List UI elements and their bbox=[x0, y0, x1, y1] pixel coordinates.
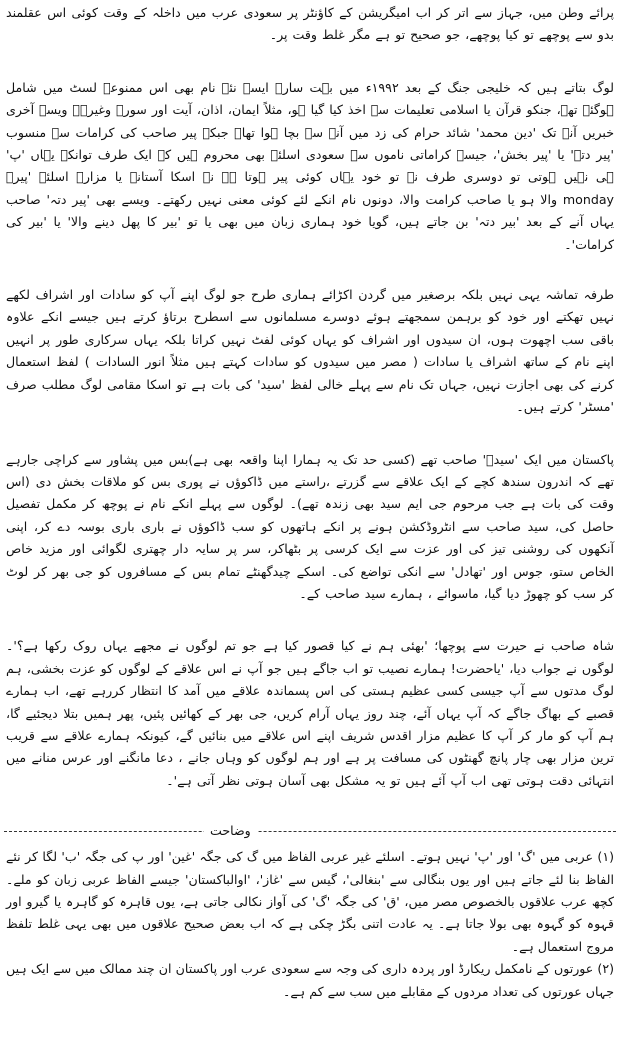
paragraph-banned-names: لوگ بتاتے ہیں کہ خلیجی جنگ کے بعد ۱۹۹۲ء میں بہت سارے ایسے نئے نام بھی اس ممنوعہ لسٹ میں شامل ہوگئے تھے، جنکو قرآن یا اسلامی تعلیمات سے اخذ کیا گیا ہو، مثلاً ایمان، اذان، آیت اور سورۃ وغیرہ۔ ویسے آخری خبریں آنے تک 'دین محمد' شائد حرام کی زد میں آنے سے بچا ہوا تھا۔ جبکہ پیر صاحب کی کرامات سے منسوب 'پیر دتہ' یا 'پیر بخش'، جیسے کراماتی ناموں سے سعودی اسلئے بھی محروم ہیں کہ ایک طرف توانکے یہاں 'پ' ہی نہیں ہوتی تو دوسری طرف نہ تو خود یہاں کوئی پیر ہوتا ہے نہ اسکا آستانہ یا مزار۔ اسلئے 'پیرؔ monday والا ہو یا صاحب کرامت والا، دونوں نام انکے لئے کوئی معنی نہیں رکھتے۔ ویسے بھی 'پیر دتہ' صاحب یہاں آنے کے بعد 'بیر دتہ' بن جاتے ہیں، گویا خود ہماری زبان میں بھی یا تو 'بیر کا پھل دینے والا' یا 'بیر کی کرامات'۔ bbox=[6, 79, 614, 252]
footnote-2: (۲) عورتوں کے نامکمل ریکارڈ اور پردہ داری کی وجہ سے سعودی عرب اور پاکستان ان چند ممالک میں سے ایک ہیں جہاں عورتوں کی تعداد مردوں کے مقابلے میں سب سے کم ہے۔ bbox=[6, 961, 614, 999]
paragraph-sadat-ashraf: طرفہ تماشہ یہی نہیں بلکہ برصغیر میں گردن اکڑائے ہماری طرح جو لوگ اپنے آپ کو سادات اور اشراف لکھے نہیں تھکتے اور خود کو برہمن سمجھتے ہوئے دوسرے مسلمانوں سے اسطرح برتاؤ کرتے ہیں جیسے انکے علاوہ باقی سب اچھوت ہوں، ان سیدوں اور اشراف کو یہاں کوئی لفٹ نہیں کراتا بلکہ یہاں سرکاری طور پر انہیں اپنے نام کے ساتھ اشراف یا سادات ( مصر میں سیدوں کو سادات کہتے ہیں مثلاً انور السادات ) لفظ استعمال کرنے کی بھی اجازت نہیں، جہاں تک نام سے پہلے خالی لفظ 'سید' کی بات ہے تو اسکا مقامی لوگ مطلب صرف 'مسٹر' کرتے ہیں۔ bbox=[6, 287, 614, 415]
dashed-rule bbox=[4, 831, 616, 832]
paragraph-syed-bus-story: پاکستان میں ایک 'سیدؔ' صاحب تھے (کسی حد تک یہ ہمارا اپنا واقعہ بھی ہے)بس میں پشاور سے کراچی جارہے تھے کہ اندرون سندھ کچے کے ایک علاقے سے گزرتے ،راستے میں ڈاکوؤں نے پوری بس کو ملاقات بخش دی (اس وقت کی بات ہے جب مرحوم جی ایم سید بھی زندہ تھے)۔ لوگوں سے پہلے انکے نام نے پوچھ کر مکمل تفصیل حاصل کی، سید صاحب سے انٹروڈکشن ہونے پر انکے ہاتھوں کو سب ڈاکوؤں نے باری باری بوسہ دے کر، اپنی آنکھوں کی روشنی تیز کی اور عزت سے ایک کرسی پر بٹھاکر، سر پر سایہ دار چھتری لگوائی اور مزید خاص الخاص ستو، جوس اور 'تھادل' سے انکی تواضع کی۔ اسکے چیدگھنٹے تمام بس کے مسافروں کو جی بھر کر لوٹ کر سب کو چھوڑ دیا گیا، ماسوائے ، ہمارے سید صاحب کے۔ bbox=[6, 451, 614, 601]
footnote-divider bbox=[4, 822, 616, 842]
footnote-1: (۱) عربی میں 'گ' اور 'پ' نہیں ہوتے۔ اسلئے غیر عربی الفاظ میں گ کی جگہ 'غین' اور پ کی جگہ 'ب' لگا کر نئے الفاظ بنا لئے جاتے ہیں اور یوں بنگالی سے 'بنغالی'، گیس سے 'غاز'، 'اوالباکستان' جیسے الفاظ عربی زبان کو ملے۔ کچھ عرب علاقوں بالخصوص مصر میں، 'ق' کی جگہ 'گ' کی آواز نکالی جاتی ہے، یوں قاہرہ کو گاہرہ یا گیرو اور قہوہ کو گہوہ بھی بولا جاتا ہے۔ یہ عادت اتنی بگڑ چکی ہے کہ اب بعض صحیح علاقوں میں بھی یہی غلط تلفظ مروج استعمال ہے۔ bbox=[6, 849, 614, 954]
paragraph-immigration: پرائے وطن میں، جہاز سے اتر کر اب امیگریشن کے کاؤنٹر پر سعودی عرب میں داخلہ کے وقت کوئی اس عقلمند بدو سے پوچھے تو کیا پوچھے، جو صحیح تو ہے مگر غلط وقت پر۔ bbox=[6, 5, 614, 43]
footnote-heading: وضاحت bbox=[204, 822, 257, 840]
paragraph-shah-sahib-dialogue: شاہ صاحب نے حیرت سے پوچھا؛ 'بھئی ہم نے کیا قصور کیا ہے جو تم لوگوں نے مجھے یہاں روک رکھا ہے؟'۔ لوگوں نے جواب دیا، 'یاحضرت! ہمارے نصیب تو اب جاگے ہیں جو آپ نے اس علاقے کے لوگوں کو عزت بخشی، ہم لوگ مدتوں سے آپ جیسی کسی عظیم ہستی کی اس پسماندہ علاقے میں آمد کا انتظار کررہے تھے، اب ہمارے قصبے کے بھاگ جاگے کہ آپ یہاں آئے، چند روز یہاں آرام کریں، جی بھر کے کھائیں پئیں، پھر ہمیں بتلا دیجئیے گا، ہم آپ کو مار کر آپ کا عظیم مزار اقدس شریف اپنے اس علاقے میں بنائیں گے، کیونکہ ہمارے علاقے سے قریب ترین مزار بھی چار پانچ گھنٹوں کی مسافت پر ہے اور ہم لوگوں کو وہاں جانے ، دعا مانگنے اور عرس منانے میں انتہائی دقت ہوتی تھی اب آپ آئے ہیں تو یہ مشکل بھی آسان ہوتی نظر آتی ہے'۔ bbox=[6, 638, 614, 788]
